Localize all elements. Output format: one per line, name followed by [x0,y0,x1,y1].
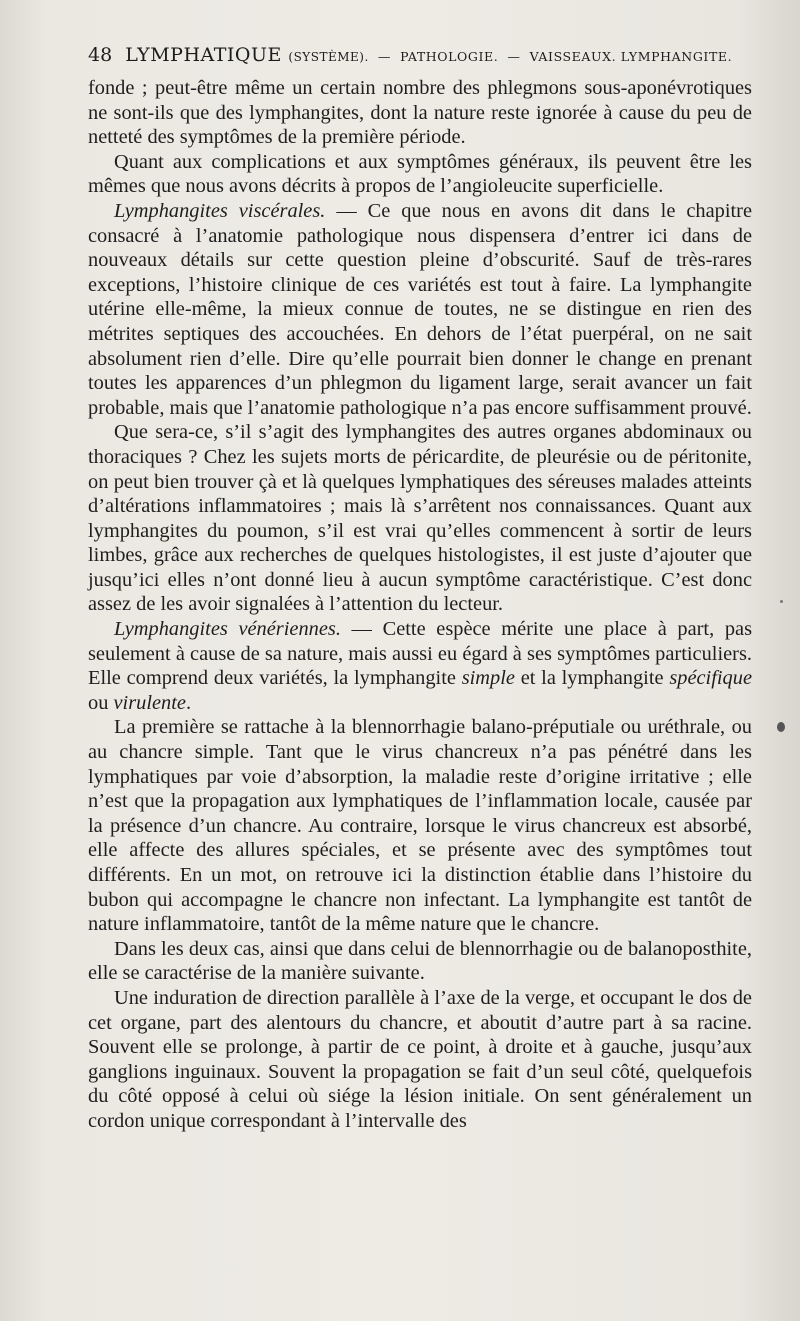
running-title-paren: (SYSTÈME). [288,50,369,64]
paragraph-induration [88,986,752,1134]
section-lead-visceral: Lymphangites viscérales. [114,199,326,222]
ink-spot [777,722,785,732]
paragraph-both-cases [88,937,752,986]
paragraph-text: . [185,691,192,714]
paragraph-text: Quant aux complications et aux symptômes généraux, ils peuvent être les mêmes que nous avons décrits à propos de l’angioleucite superficielle. [88,150,752,198]
term-simple: simple [461,667,515,690]
paragraph-text: La première se rattache à la blennorrhagie balano-préputiale ou uréthrale, ou au chancre simple. Tant que le virus chancreux n’a pas pénétré dans les lymphatiques par voie d’absorption, la maladie reste d’origine irritative ; elle n’est que la propagation aux lymphatiques de l’inflammation locale, causée par la présence d’un chancre. Au contraire, lorsque le virus chancreux est absorbé, elle affecte des allures spéciales, et se présente avec des symptômes tout différents. En un mot, on retrouve ici la distinction établie dans l’histoire du bubon qui accompagne le chancre non infectant. La lymphangite est tantôt de nature inflammatoire, tantôt de la même nature que le chancre. [88,716,752,936]
paragraph-continuation [88,76,752,150]
paragraph-text: — Ce que nous en avons dit dans le chapitre consacré à l’anatomie pathologique nous dispensera d’entrer ici dans de nouveaux détails sur cette question pleine d’obscurité. Sauf de très-rares exceptions, l’histoire clinique de ces variétés est tout à faire. La lymphangite utérine elle-même, la mieux connue de toutes, ne se distingue en rien des métrites septiques des accouchées. En dehors de l’état puerpéral, on ne sait absolument rien d’elle. Dire qu’elle pourrait bien donner le change en prenant toutes les apparences d’un phlegmon du ligament large, serait avancer un fait probable, mais que l’anatomie pathologique n’a pas encore suffisamment prouvé. [88,199,753,419]
running-dash-1: — [377,49,391,64]
term-virulente: virulente [113,691,186,714]
paragraph-text: ou [88,691,114,714]
running-section: PATHOLOGIE. [400,49,499,64]
paragraph-complications [88,150,752,199]
paragraph-visceral [88,199,752,420]
running-title [125,44,368,66]
paragraph-venereal [88,617,752,715]
paragraph-text: — Cette espèce mérite une place à part, pas seulement à cause de sa nature, mais aussi eu égard à ses symptômes particuliers. Elle comprend deux variétés, la lymphangite [88,618,752,690]
body-text [88,76,752,1134]
paragraph-text: Que sera-ce, s’il s’agit des lymphangites des autres organes abdominaux ou thoraciques ? Chez les sujets morts de péricardite, de pleurésie ou de péritonite, on peut bien trouver çà et là quelques lymphatiques des séreuses malades atteints d’altérations inflammatoires ; mais là s’arrêtent nos connaissances. Quant aux lymphangites du poumon, s’il est vrai qu’elles commencent à sortir de leurs limbes, grâce aux recherches de quelques histologistes, il est juste d’ajouter que jusqu’ici elles n’ont donné lieu à aucun symptôme caractéristique. C’est donc assez de les avoir signalées à l’attention du lecteur. [88,421,752,616]
paragraph-text: fonde ; peut-être même un certain nombre des phlegmons sous-aponévrotiques ne sont-ils que des lymphangites, dont la nature reste ignorée à cause du peu de netteté des symptômes de la première période. [88,77,752,149]
section-lead-venereal: Lymphangites vénériennes. [114,618,341,641]
running-header [88,44,758,72]
term-specifique: spécifique [669,667,752,690]
page-number: 48 [88,44,113,66]
paragraph-text: Dans les deux cas, ainsi que dans celui de blennorrhagie ou de balanoposthite, elle se caractérise de la manière suivante. [88,937,752,985]
paragraph-text: et la lymphangite [514,667,670,690]
paragraph-first-variety [88,715,752,936]
paper-speck [780,600,783,603]
running-dash-2: — [507,49,521,64]
paragraph-text: Une induration de direction parallèle à l’axe de la verge, et occupant le dos de cet organe, part des alentours du chancre, et aboutit d’autre part à sa racine. Souvent elle se prolonge, à partir de ce point, à droite et à gauche, jusqu’aux ganglions inguinaux. Souvent la propagation se fait d’un seul côté, quelquefois du côté opposé à celui où siége la lésion initiale. On sent généralement un cordon unique correspondant à l’intervalle des [88,986,752,1132]
running-subsection: VAISSEAUX. LYMPHANGITE. [529,49,733,64]
running-title-main: LYMPHATIQUE [125,44,282,66]
paragraph-abdominal [88,420,752,617]
